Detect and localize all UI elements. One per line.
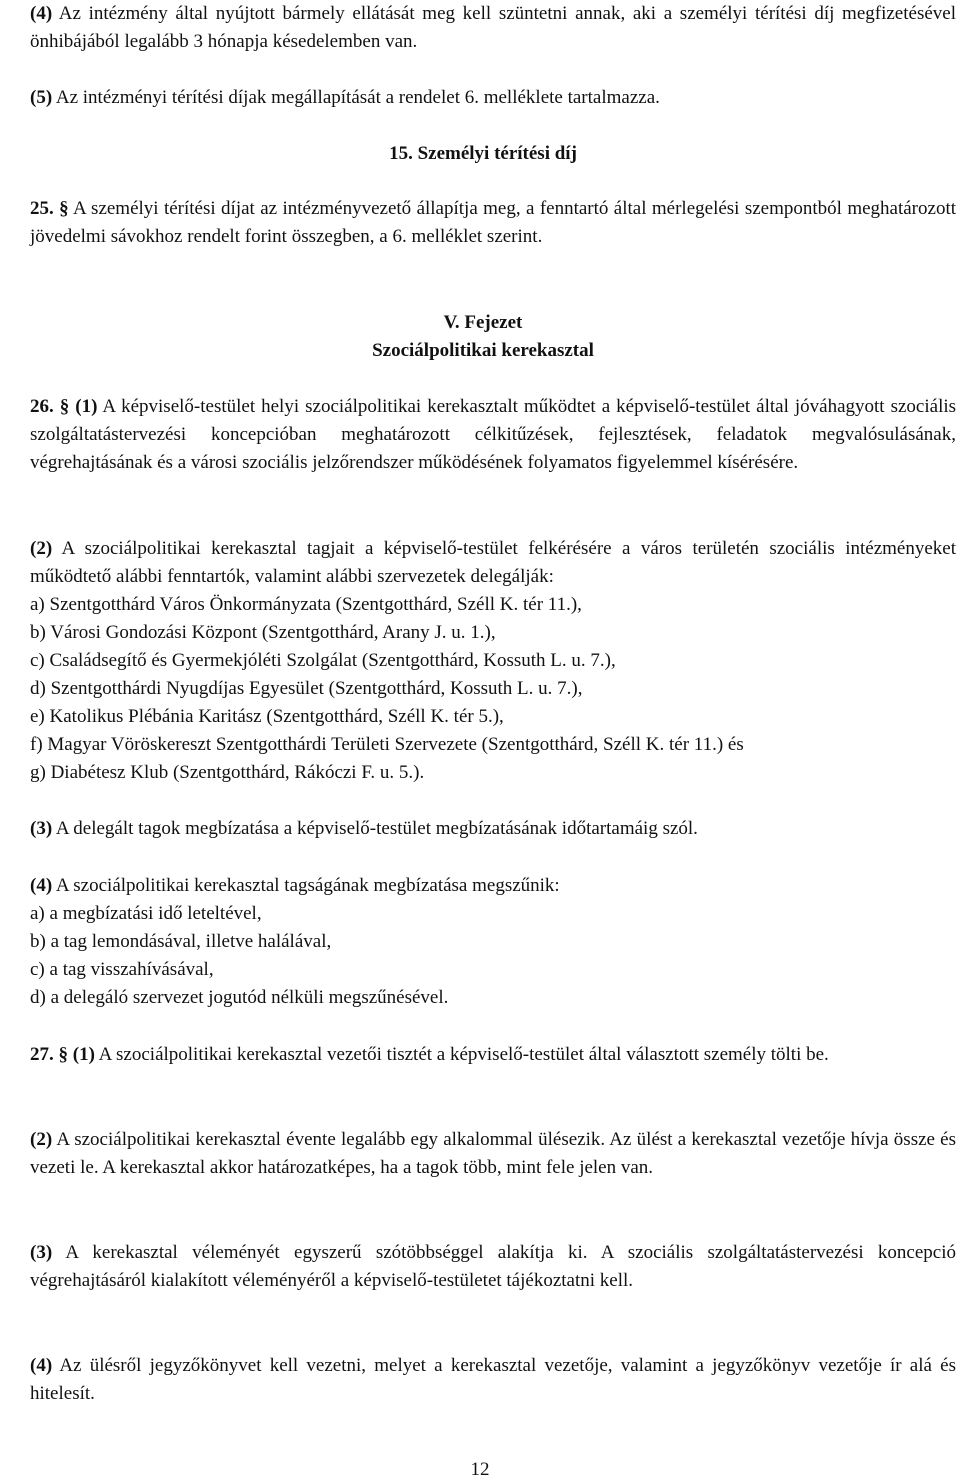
paragraph-text: A szociálpolitikai kerekasztal tagságának megbízatása megszűnik:: [55, 875, 560, 896]
list-item: e) Katolikus Plébánia Karitász (Szentgotthárd, Széll K. tér 5.),: [30, 706, 504, 727]
section-number: 26.: [30, 396, 54, 417]
paragraph-number: (3): [30, 818, 53, 839]
list-item: g) Diabétesz Klub (Szentgotthárd, Rákóczi F. u. 5.).: [30, 762, 425, 783]
list-item: c) a tag visszahívásával,: [30, 959, 214, 980]
paragraph-number: (5): [30, 87, 53, 108]
paragraph-number: (4): [30, 1355, 53, 1376]
list-item: a) a megbízatási idő leteltével,: [30, 903, 262, 924]
list-item: a) Szentgotthárd Város Önkormányzata (Szentgotthárd, Széll K. tér 11.),: [30, 594, 582, 615]
paragraph-number: (2): [30, 538, 53, 559]
paragraph-number: (1): [75, 396, 98, 417]
paragraph-text: Az ülésről jegyzőkönyvet kell vezetni, melyet a kerekasztal vezetője, valamint a jegyzőkönyv vezetője ír alá és hitelesít.: [30, 1355, 956, 1404]
list-item: d) Szentgotthárdi Nyugdíjas Egyesület (Szentgotthárd, Kossuth L. u. 7.),: [30, 678, 583, 699]
list-item: d) a delegáló szervezet jogutód nélküli megszűnésével.: [30, 987, 449, 1008]
section-27-paragraph-4: [30, 1352, 956, 1408]
list-item: b) Városi Gondozási Központ (Szentgotthárd, Arany J. u. 1.),: [30, 622, 496, 643]
paragraph-number: (1): [72, 1044, 95, 1065]
section-25: [30, 195, 956, 251]
paragraph-text: A szociálpolitikai kerekasztal tagjait a képviselő-testület felkérésére a város területén szociális intézményeket működtető alábbi fenntartók, valamint alábbi szervezetek delegálják:: [30, 538, 956, 587]
page-number: 12: [470, 1459, 490, 1480]
paragraph-4: [30, 0, 956, 56]
section-sign: §: [59, 396, 70, 417]
section-26-paragraph-4: [30, 872, 956, 900]
section-27-paragraph-2: [30, 1126, 956, 1182]
list-item: b) a tag lemondásával, illetve halálával,: [30, 931, 332, 952]
section-sign: §: [58, 1044, 68, 1065]
paragraph-text: A szociálpolitikai kerekasztal vezetői tisztét a képviselő-testület által választott személy tölti be.: [98, 1044, 829, 1065]
paragraph-number: (4): [30, 3, 53, 24]
section-number: 27.: [30, 1044, 54, 1065]
chapter-title: V. Fejezet: [443, 312, 523, 333]
paragraph-text: A kerekasztal véleményét egyszerű szótöbbséggel alakítja ki. A szociális szolgáltatástervezési koncepció végrehajtásáról kialakított véleményéről a képviselő-testületet tájékoztatni kell.: [30, 1242, 957, 1291]
section-number: 25.: [30, 198, 54, 219]
section-15-title: 15. Személyi térítési díj: [389, 143, 577, 164]
section-27-paragraph-3: [30, 1239, 956, 1295]
paragraph-number: (4): [30, 875, 53, 896]
section-26-paragraph-1: [30, 393, 956, 477]
section-text: A személyi térítési díjat az intézményvezető állapítja meg, a fenntartó által mérlegelési szempontból meghatározott jövedelmi sávokhoz rendelt forint összegben, a 6. melléklet szerint.: [30, 198, 956, 247]
list-item: f) Magyar Vöröskereszt Szentgotthárdi Területi Szervezete (Szentgotthárd, Széll K. tér 11.) és: [30, 734, 744, 755]
paragraph-text: Az intézményi térítési díjak megállapítását a rendelet 6. melléklete tartalmazza.: [55, 87, 660, 108]
paragraph-number: (3): [30, 1242, 53, 1263]
list-item: c) Családsegítő és Gyermekjóléti Szolgálat (Szentgotthárd, Kossuth L. u. 7.),: [30, 650, 616, 671]
paragraph-text: Az intézmény által nyújtott bármely ellátását meg kell szüntetni annak, aki a személyi térítési díj megfizetésével önhibájából legalább 3 hónapja késedelemben van.: [30, 3, 956, 52]
paragraph-5: [30, 84, 956, 112]
section-26-paragraph-3: [30, 815, 956, 843]
section-sign: §: [59, 198, 69, 219]
paragraph-number: (2): [30, 1129, 53, 1150]
section-27-paragraph-1: [30, 1041, 956, 1069]
paragraph-text: A szociálpolitikai kerekasztal évente legalább egy alkalommal ülésezik. Az ülést a kerekasztal vezetője hívja össze és vezeti le. A kerekasztal akkor határozatképes, ha a tagok több, mint fele jelen van.: [30, 1129, 956, 1178]
chapter-subtitle: Szociálpolitikai kerekasztal: [372, 340, 594, 361]
paragraph-text: A delegált tagok megbízatása a képviselő-testület megbízatásának időtartamáig szól.: [55, 818, 698, 839]
section-26-paragraph-2: [30, 535, 956, 591]
paragraph-text: A képviselő-testület helyi szociálpolitikai kerekasztalt működtet a képviselő-testület által jóváhagyott szociális szolgáltatástervezési koncepcióban meghatározott célkitűzések, fejlesztések, feladatok megvalósulásának, végrehajtásának és a városi szociális jelzőrendszer működésének folyamatos figyelemmel kísérésére.: [30, 396, 957, 473]
